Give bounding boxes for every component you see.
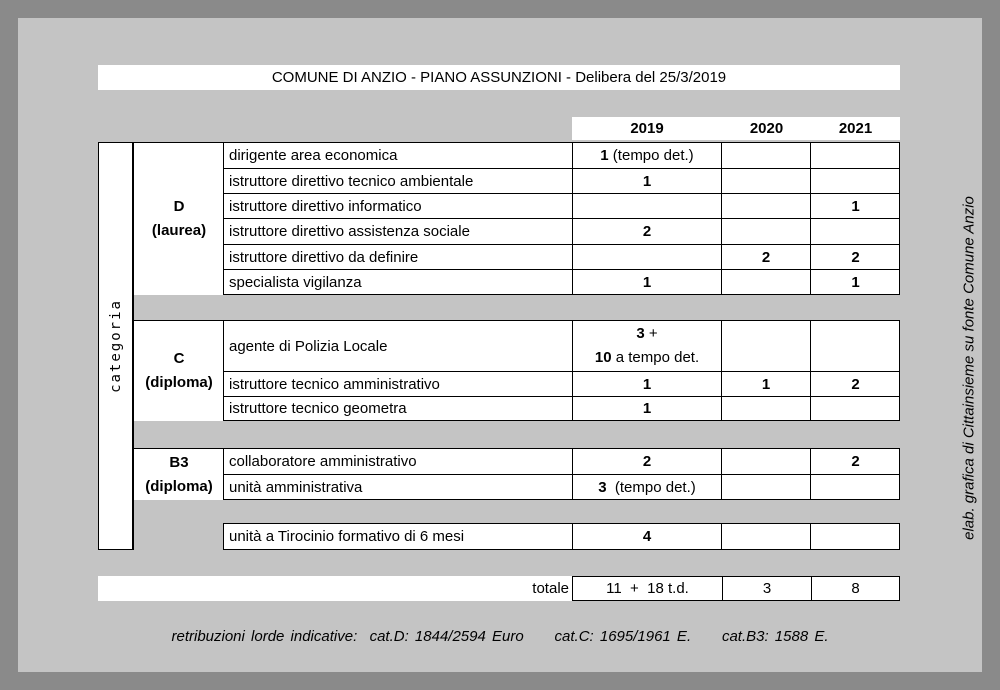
value-2021: [810, 397, 900, 420]
role-name: istruttore direttivo assistenza sociale: [223, 219, 572, 244]
table-row: [223, 371, 900, 396]
value-2019: 1 (tempo det.): [572, 143, 721, 168]
value-2019: [572, 194, 721, 218]
group-d-sub: (laurea): [151, 222, 207, 239]
salary-note: retribuzioni lorde indicative: cat.D: 1844/2594 Euro cat.C: 1695/1961 E. cat.B3: 1588 E.: [171, 628, 829, 645]
value-2019: [572, 245, 721, 269]
table-row: [223, 142, 900, 168]
document-title: COMUNE DI ANZIO - PIANO ASSUNZIONI - Delibera del 25/3/2019: [98, 65, 900, 90]
role-name: istruttore direttivo tecnico ambientale: [223, 169, 572, 193]
value-2020: [721, 321, 810, 371]
value-2021: 1: [810, 270, 900, 294]
value-2020: [721, 194, 810, 218]
group-c-sub: (diploma): [145, 374, 213, 391]
group-d: [134, 142, 224, 295]
group-b3-sub: (diploma): [145, 477, 213, 495]
table-row: [223, 218, 900, 244]
total-2020: 3: [722, 577, 811, 600]
value-2019: 1: [572, 270, 721, 294]
year-header-2019: 2019: [572, 117, 722, 140]
value-2020: [721, 270, 810, 294]
value-2019: 3 + 10 a tempo det.: [572, 321, 721, 371]
role-name: dirigente area economica: [223, 143, 572, 168]
year-header-2020: 2020: [722, 117, 811, 140]
value-2020: 2: [721, 245, 810, 269]
value-2021: [810, 219, 900, 244]
value-2020: [721, 397, 810, 420]
role-name: istruttore tecnico amministrativo: [223, 372, 572, 396]
value-2019: 2: [572, 219, 721, 244]
table-row: [223, 193, 900, 218]
value-2021: [810, 475, 900, 499]
value-2021: [810, 169, 900, 193]
role-name: unità amministrativa: [223, 475, 572, 499]
table-row: [223, 244, 900, 269]
value-2020: [721, 524, 810, 549]
group-c-name: C: [173, 350, 185, 367]
category-column: [98, 142, 134, 550]
value-2020: [721, 219, 810, 244]
total-2019: 11 + 18 t.d.: [606, 580, 689, 597]
table-row: [223, 320, 900, 371]
value-2019: 3 (tempo det.): [572, 475, 721, 499]
group-b3-name: B3: [169, 453, 189, 471]
table-row: [223, 474, 900, 500]
total-row: [572, 576, 900, 601]
value-2021: 2: [810, 245, 900, 269]
value-2020: 1: [721, 372, 810, 396]
category-label: categoria: [107, 299, 124, 393]
value-2021: [810, 321, 900, 371]
table-row: [223, 269, 900, 295]
group-d-name: D: [173, 198, 185, 215]
group-c: [134, 320, 224, 421]
role-name: istruttore direttivo informatico: [223, 194, 572, 218]
value-2020: [721, 169, 810, 193]
value-2021: 2: [810, 372, 900, 396]
role-name: istruttore tecnico geometra: [223, 397, 572, 420]
role-name: unità a Tirocinio formativo di 6 mesi: [223, 524, 572, 549]
role-name: specialista vigilanza: [223, 270, 572, 294]
value-2019: 2: [572, 449, 721, 474]
table-row: [223, 396, 900, 421]
value-2021: 1: [810, 194, 900, 218]
value-2020: [721, 475, 810, 499]
source-note: elab. grafica di Cittainsieme su fonte Comune Anzio: [960, 196, 978, 540]
value-2019: 1: [572, 169, 721, 193]
value-2019: 1: [572, 397, 721, 420]
value-2019: 4: [572, 524, 721, 549]
year-header-2021: 2021: [811, 117, 900, 140]
role-name: agente di Polizia Locale: [223, 321, 572, 371]
table-row: [223, 168, 900, 193]
total-label: totale: [98, 576, 572, 601]
table-row: [223, 523, 900, 550]
value-2020: [721, 449, 810, 474]
total-2021: 8: [811, 577, 899, 600]
value-2020: [721, 143, 810, 168]
role-name: istruttore direttivo da definire: [223, 245, 572, 269]
role-name: collaboratore amministrativo: [223, 449, 572, 474]
table-row: [223, 448, 900, 474]
value-2021: 2: [810, 449, 900, 474]
value-2021: [810, 524, 900, 549]
value-2021: [810, 143, 900, 168]
value-2019: 1: [572, 372, 721, 396]
group-b3: [134, 448, 224, 500]
